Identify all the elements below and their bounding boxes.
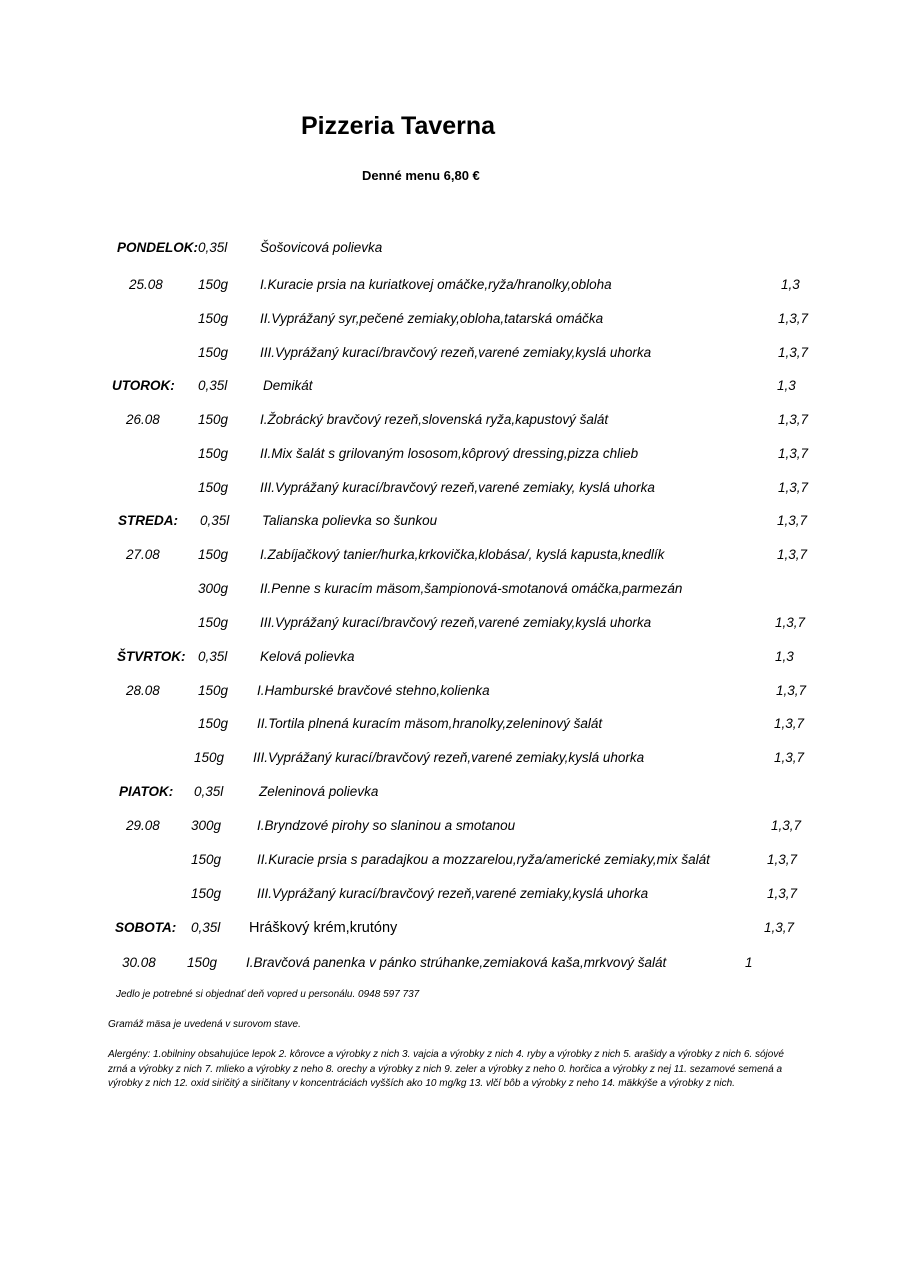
dish: II.Kuracie prsia s paradajkou a mozzarelou,ryža/americké zemiaky,mix šalát	[257, 852, 710, 867]
dish: Kelová polievka	[260, 649, 355, 664]
day-label: UTOROK:	[112, 378, 175, 393]
dish: III.Vyprážaný kurací/bravčový rezeň,varené zemiaky,kyslá uhorka	[260, 615, 652, 630]
dish: I.Žobrácký bravčový rezeň,slovenská ryža,kapustový šalát	[260, 412, 609, 427]
allergens: 1,3,7	[774, 716, 805, 731]
dish: III.Vyprážaný kurací/bravčový rezeň,varené zemiaky,kyslá uhorka	[260, 345, 652, 360]
portion: 0,35l	[200, 513, 230, 528]
menu-row-saturday-soup	[0, 918, 906, 938]
date-label: 26.08	[126, 412, 160, 427]
dish: I.Zabíjačkový tanier/hurka,krkovička,klobása/, kyslá kapusta,knedlík	[260, 547, 665, 562]
menu-row-monday-soup	[0, 238, 906, 258]
portion: 150g	[198, 277, 229, 292]
portion: 150g	[198, 716, 229, 731]
allergens: 1,3,7	[764, 920, 795, 935]
portion: 150g	[198, 345, 229, 360]
menu-row-friday-3	[0, 884, 906, 904]
menu-row-tuesday-3	[0, 478, 906, 498]
menu-row-friday-soup	[0, 782, 906, 802]
allergens: 1,3,7	[778, 412, 809, 427]
menu-row-saturday-1	[0, 953, 906, 973]
portion: 150g	[198, 412, 229, 427]
dish: I.Kuracie prsia na kuriatkovej omáčke,ryža/hranolky,obloha	[260, 277, 612, 292]
menu-row-monday-3	[0, 343, 906, 363]
date-label: 30.08	[122, 955, 156, 970]
portion: 150g	[198, 547, 229, 562]
menu-price-subtitle: Denné menu 6,80 €	[362, 168, 480, 183]
portion: 150g	[191, 852, 222, 867]
dish: II.Vyprážaný syr,pečené zemiaky,obloha,tatarská omáčka	[260, 311, 604, 326]
order-note: Jedlo je potrebné si objednať deň vopred u personálu. 0948 597 737	[116, 989, 420, 1000]
dish: II.Penne s kuracím mäsom,šampionová-smotanová omáčka,parmezán	[260, 581, 683, 596]
allergens: 1,3,7	[777, 513, 808, 528]
dish: III.Vyprážaný kurací/bravčový rezeň,varené zemiaky,kyslá uhorka	[253, 750, 645, 765]
allergens: 1,3,7	[777, 547, 808, 562]
portion: 0,35l	[198, 240, 228, 255]
menu-row-tuesday-2	[0, 444, 906, 464]
day-label: SOBOTA:	[115, 920, 177, 935]
allergens: 1	[745, 955, 753, 970]
day-label: STREDA:	[118, 513, 178, 528]
portion: 150g	[198, 480, 229, 495]
date-label: 27.08	[126, 547, 160, 562]
allergens: 1,3,7	[778, 311, 809, 326]
day-label: PONDELOK:	[117, 240, 198, 255]
allergens: 1,3,7	[774, 750, 805, 765]
dish: II.Mix šalát s grilovaným lososom,kôprový dressing,pizza chlieb	[260, 446, 639, 461]
portion: 300g	[191, 818, 222, 833]
menu-row-tuesday-soup	[0, 376, 906, 396]
menu-row-monday-2	[0, 309, 906, 329]
date-label: 25.08	[129, 277, 163, 292]
portion: 0,35l	[191, 920, 221, 935]
allergens: 1,3,7	[767, 852, 798, 867]
dish: III.Vyprážaný kurací/bravčový rezeň,varené zemiaky,kyslá uhorka	[257, 886, 649, 901]
menu-row-tuesday-1	[0, 410, 906, 430]
portion: 150g	[194, 750, 225, 765]
allergens: 1,3,7	[767, 886, 798, 901]
portion: 0,35l	[198, 378, 228, 393]
dish: Hráškový krém,krutóny	[249, 920, 398, 936]
menu-row-friday-1	[0, 816, 906, 836]
allergens: 1,3,7	[778, 345, 809, 360]
dish: I.Bravčová panenka v pánko strúhanke,zemiaková kaša,mrkvový šalát	[246, 955, 667, 970]
menu-row-thursday-3	[0, 748, 906, 768]
allergens: 1,3,7	[776, 683, 807, 698]
date-label: 28.08	[126, 683, 160, 698]
menu-row-friday-2	[0, 850, 906, 870]
allergens: 1,3,7	[778, 446, 809, 461]
menu-row-thursday-1	[0, 681, 906, 701]
portion: 150g	[198, 311, 229, 326]
dish: III.Vyprážaný kurací/bravčový rezeň,varené zemiaky, kyslá uhorka	[260, 480, 655, 495]
allergen-legend: Alergény: 1.obilniny obsahujúce lepok 2. kôrovce a výrobky z nich 3. vajcia a výrobky z nich 4. ryby a výrobky z nich 5. arašidy a výrobky z nich 6. sójové zrná a výrobky z nich 7. mlieko a výrobky z neho 8. orechy a výrobky z nich 9. zeler a výrobky z neho 0. horčica a výrobky z nej 11. sezamové semená a výrobky z nich 12. oxid siričitý a siričitany v koncentráciách vyšších ako 10 mg/kg 13. vlčí bôb a výrobky z neho 14. mäkkýše a výrobky z nich.	[108, 1049, 784, 1089]
portion: 300g	[198, 581, 229, 596]
menu-row-thursday-soup	[0, 647, 906, 667]
dish: Talianska polievka so šunkou	[262, 513, 438, 528]
day-label: PIATOK:	[119, 784, 174, 799]
dish: Demikát	[263, 378, 313, 393]
portion: 0,35l	[194, 784, 224, 799]
allergens: 1,3	[781, 277, 800, 292]
menu-row-wednesday-2	[0, 579, 906, 599]
portion: 150g	[198, 615, 229, 630]
dish: Zeleninová polievka	[259, 784, 379, 799]
menu-row-wednesday-1	[0, 545, 906, 565]
dish: I.Hamburské bravčové stehno,kolienka	[257, 683, 490, 698]
weight-note: Gramáž mäsa je uvedená v surovom stave.	[108, 1019, 301, 1030]
dish: I.Bryndzové pirohy so slaninou a smotanou	[257, 818, 516, 833]
allergens: 1,3,7	[775, 615, 806, 630]
allergens: 1,3,7	[778, 480, 809, 495]
dish: Šošovicová polievka	[260, 240, 383, 255]
menu-row-wednesday-soup	[0, 511, 906, 531]
allergens: 1,3	[777, 378, 796, 393]
portion: 150g	[187, 955, 218, 970]
menu-row-monday-1	[0, 275, 906, 295]
allergens: 1,3,7	[771, 818, 802, 833]
menu-row-wednesday-3	[0, 613, 906, 633]
menu-row-thursday-2	[0, 714, 906, 734]
page-title: Pizzeria Taverna	[301, 112, 496, 140]
portion: 150g	[191, 886, 222, 901]
day-label: ŠTVRTOK:	[117, 649, 186, 664]
portion: 0,35l	[198, 649, 228, 664]
date-label: 29.08	[126, 818, 160, 833]
allergens: 1,3	[775, 649, 794, 664]
portion: 150g	[198, 446, 229, 461]
portion: 150g	[198, 683, 229, 698]
dish: II.Tortila plnená kuracím mäsom,hranolky,zeleninový šalát	[257, 716, 603, 731]
